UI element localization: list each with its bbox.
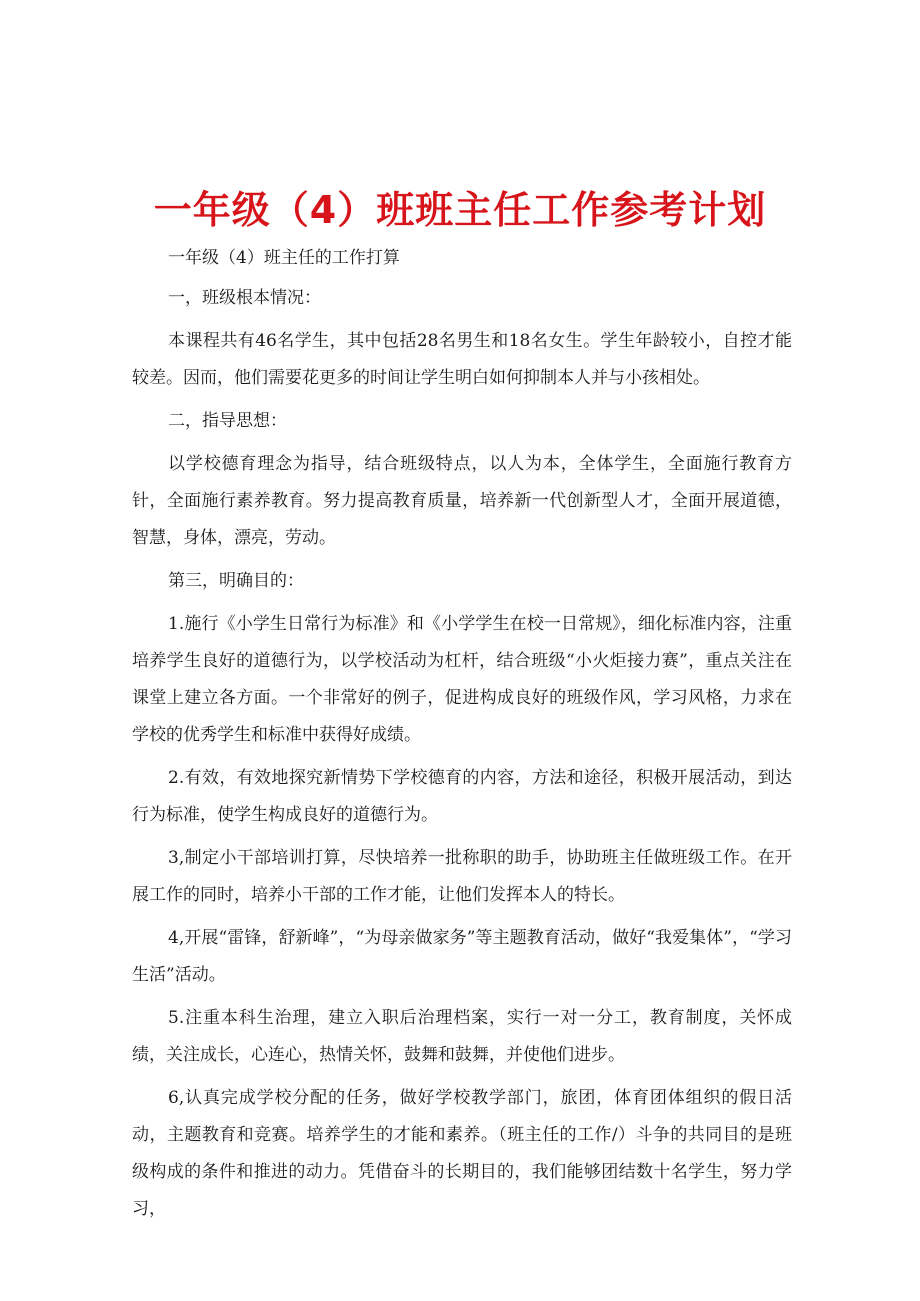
section-heading-objectives: 第三，明确目的：	[168, 571, 304, 591]
paragraph-objective-3: 3,制定小干部培训打算，尽快培养一批称职的助手，协助班主任做班级工作。在开展工作的同时，培养小干部的工作才能，让他们发挥本人的特长。	[132, 848, 792, 905]
section-heading-basic-situation: 一，班级根本情况：	[168, 288, 321, 308]
paragraph-objective-5: 5.注重本科生治理，建立入职后治理档案，实行一对一分工，教育制度，关怀成绩，关注成长，心连心，热情关怀，鼓舞和鼓舞，并使他们进步。	[132, 1008, 792, 1065]
paragraph-guiding-thought: 以学校德育理念为指导，结合班级特点，以人为本，全体学生，全面施行教育方针，全面施行素养教育。努力提高教育质量，培养新一代创新型人才，全面开展道德，智慧，身体，漂亮，劳动。	[132, 454, 792, 548]
paragraph-basic-situation: 本课程共有46名学生，其中包括28名男生和18名女生。学生年龄较小，自控才能较差。因而，他们需要花更多的时间让学生明白如何抑制本人并与小孩相处。	[132, 331, 792, 388]
section-heading-guiding-thought: 二，指导思想：	[168, 411, 287, 431]
paragraph-objective-4: 4,开展“雷锋，舒新峰”，“为母亲做家务”等主题教育活动，做好“我爱集体”，“学习生活”活动。	[132, 928, 792, 985]
document-body	[132, 242, 792, 1228]
document-subtitle: 一年级（4）班主任的工作打算	[168, 248, 400, 268]
paragraph-objective-6: 6,认真完成学校分配的任务，做好学校教学部门，旅团，体育团体组织的假日活动，主题教育和竞赛。培养学生的才能和素养。（班主任的工作/）斗争的共同目的是班级构成的条件和推进的动力。凭借奋斗的长期目的，我们能够团结数十名学生，努力学习，	[132, 1088, 792, 1219]
paragraph-objective-1: 1.施行《小学生日常行为标准》和《小学学生在校一日常规》，细化标准内容，注重培养学生良好的道德行为，以学校活动为杠杆，结合班级“小火炬接力赛”，重点关注在课堂上建立各方面。一个非常好的例子，促进构成良好的班级作风，学习风格，力求在学校的优秀学生和标准中获得好成绩。	[132, 614, 792, 745]
document-title: 一年级（4）班班主任工作参考计划	[153, 188, 767, 232]
paragraph-objective-2: 2.有效，有效地探究新情势下学校德育的内容，方法和途径，积极开展活动，到达行为标准，使学生构成良好的道德行为。	[132, 768, 792, 825]
